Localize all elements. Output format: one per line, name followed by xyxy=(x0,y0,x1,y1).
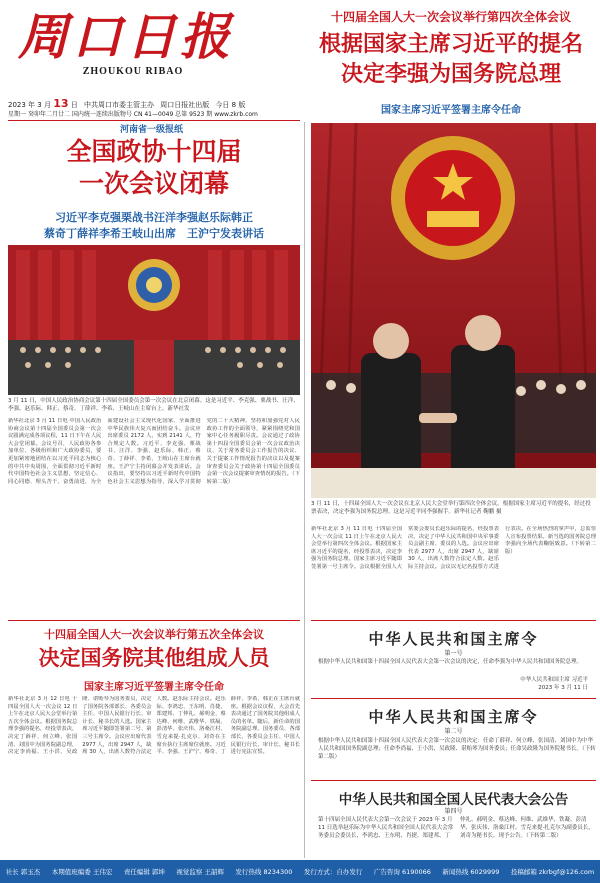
right-photo-caption: 3 月 11 日，十四届全国人大一次会议在北京人民大会堂举行第四次全体会议。根据国家主席习近平的提名，经过投票表决，决定李强为国务院总理。这是习近平同李强握手。新华社记者 鞠鹏 摄 xyxy=(311,501,591,515)
decree-divider-2 xyxy=(311,698,596,699)
footer-item: 视觉监察 王韶辉 xyxy=(176,868,224,876)
right-subhead: 国家主席习近平签署主席令任命 xyxy=(381,105,521,116)
footer-item: 社长 郭玉杰 xyxy=(5,868,41,876)
masthead-pinyin: ZHOUKOU RIBAO xyxy=(82,66,184,77)
edition-label: 今日 8 版 xyxy=(215,101,246,109)
left-photo-caption: 3 月 11 日，中国人民政治协商会议第十四届全国委员会第一次会议在北京闭幕。这是习近平、李克强、栗战书、汪洋、李强、赵乐际、韩正、蔡奇、丁薛祥、李希、王岐山在主席台上。新华社发 xyxy=(8,398,299,412)
decree-2-title: 中华人民共和国主席令 xyxy=(368,708,539,726)
date-day: 13 xyxy=(53,97,69,110)
decree-2-body: 根据中华人民共和国第十四届全国人民代表大会第一次会议的决定：任命丁薛祥、何立峰、张国清、刘国中为中华人民共和国国务院副总理；任命李尚福、王小洪、吴政隆、谌贻琴为国务委员；任命吴政隆为国务院秘书长。（下转第二版） xyxy=(318,738,596,760)
bottom-left-kicker: 十四届全国人大一次会议举行第五次全体会议 xyxy=(44,628,264,641)
column-divider xyxy=(304,122,305,858)
right-headline-2: 决定李强为国务院总理 xyxy=(340,61,561,87)
issue-line xyxy=(8,109,300,121)
tier-label: 河南省一级报纸 xyxy=(120,125,184,135)
left-subhead-2: 蔡奇丁薛祥李希王岐山出席 王沪宁发表讲话 xyxy=(44,227,264,240)
publisher-label: 周口日报社出版 xyxy=(160,101,210,109)
right-body-text: 新华社北京 3 月 11 日电 十四届全国人大一次会议 11 日上午在北京人民大会堂举行第四次全体会议。根据国家主席习近平的提名，经投票表决，决定李强为国务院总理。国家主席习近平随即签署第一号主席令。会议根据全国人大常委会委员长赵乐际的提名，经投票表决，决定了中华人民共和国中央军事委员会副主席、委员的人选。会议应出席代表 2977 人，出席 2947 人，缺席 30 人，出席人数符合法定人数。赵乐际主持会议。会议以无记名投票方式进行表决。在全场热烈的掌声中，总监票人宣布投票结果。新当选的国务院总理李强向全场代表鞠躬致意。（下转第二版） xyxy=(311,526,596,570)
decree-1-date: 2023 年 3 月 11 日 xyxy=(538,685,588,691)
masthead-logo: 周口日报 xyxy=(18,7,234,66)
footer-item: 发行热线 8234300 xyxy=(235,868,293,876)
left-subhead-1: 习近平李克强栗战书汪洋李强赵乐际韩正 xyxy=(55,211,253,224)
footer-item: 责任编辑 郭坤 xyxy=(123,868,165,876)
footer-item: 发行方式：自办发行 xyxy=(303,868,363,876)
decree-1-signer: 中华人民共和国主席 习近平 xyxy=(520,677,588,683)
footer-email-link[interactable]: 投稿邮箱 zkrbgf@126.com xyxy=(510,868,595,876)
photo-illustration xyxy=(8,245,300,395)
date-suffix: 日 xyxy=(70,101,78,109)
right-headline-1: 根据国家主席习近平的提名 xyxy=(318,31,583,57)
bottom-left-subhead: 国家主席习近平签署主席令任命 xyxy=(84,682,224,693)
footer-item: 本期值班编委 王伟宏 xyxy=(51,868,113,876)
footer-item: 新闻热线 6029999 xyxy=(442,868,500,876)
date-prefix: 2023 年 3 月 xyxy=(8,101,51,109)
weekday: 星期一 xyxy=(8,111,27,118)
decree-1-body: 根据中华人民共和国第十四届全国人民代表大会第一次会议的决定，任命李强为中华人民共和国国务院总理。 xyxy=(318,659,583,665)
bottom-left-body: 新华社北京 3 月 12 日电 十四届全国人大一次会议 12 日上午在北京人民大会堂举行第五次全体会议。根据国务院总理李强的提名，经投票表决，决定丁薛祥、何立峰、张国清、刘国中为国务院副总理，决定李尚福、王小洪、吴政隆、谌贻琴为国务委员，决定了国务院各部部长、各委员会主任、中国人民银行行长、审计长、秘书长的人选。国家主席习近平随即签署第二号、第三号主席令。会议应出席代表 2977 人，出席 2947 人，缺席 30 人，出席人数符合法定人数。赵乐际主持会议。赵乐际、李鸿忠、王东明、肖捷、郑建邦、丁仲礼、郝明金、蔡达峰、何维、武维华、铁凝、彭清华、张庆伟、洛桑江村、雪克来提·扎克尔、刘奇在主席台执行主席席位就座。习近平、李强、王沪宁、蔡奇、丁薛祥、李希、韩正在主席台就座。根据会议议程，大会首先表决通过了国务院其他组成人员的名单。随后，新任命的国务院副总理、国务委员、各部部长、各委员会主任、中国人民银行行长、审计长、秘书长进行宪法宣誓。 xyxy=(8,696,300,756)
decree-2-number: 第二号 xyxy=(444,728,463,735)
footer-bar xyxy=(0,860,600,883)
left-headline-2: 一次会议闭幕 xyxy=(78,169,229,198)
decree-divider-3 xyxy=(311,780,596,781)
footer-item: 广告咨询 6190066 xyxy=(373,868,431,876)
decree-1-number: 第一号 xyxy=(444,650,463,657)
left-body-text: 新华社北京 3 月 11 日电 中国人民政治协商会议第十四届全国委员会第一次会议圆满完成各项议程，11 日下午在人民大会堂闭幕。会议号召，人民政协各参加单位、各级组织和广大政协委员，要更加紧密地团结在以习近平同志为核心的中共中央周围，全面贯彻习近平新时代中国特色社会主义思想，坚定信心、同心同德、埋头苦干、奋勇前进，为全面建设社会主义现代化国家、全面推进中华民族伟大复兴而团结奋斗。会议应出席委员 2172 人，实到 2141 人，符合规定人数。习近平、李克强、栗战书、汪洋、李强、赵乐际、韩正、蔡奇、丁薛祥、李希、王岐山在主席台就座。王沪宁主持闭幕会并发表讲话。会议指出，要坚持以习近平新时代中国特色社会主义思想为指导，深入学习贯彻党的二十大精神，坚持和加强党对人民政协工作的全面领导，紧紧围绕党和国家中心任务履职尽责。会议通过了政协第十四届全国委员会第一次会议政治决议、关于常务委员会工作报告的决议、关于提案工作情况报告的决议以及提案审查委员会关于政协第十四届全国委员会第一次会议提案审查情况的报告。（下转第二版） xyxy=(8,418,300,485)
org-label: 中共周口市委主管主办 xyxy=(83,101,154,109)
announcement-body: 第十四届全国人民代表大会第一次会议于 2023 年 3 月 11 日选举赵乐际为中华人民共和国全国人民代表大会常务委员会委员长，李鸿忠、王东明、肖捷、郑建邦、丁仲礼、郝明金、蔡达峰、何维、武维华、铁凝、彭清华、张庆伟、洛桑江村、雪克来提·扎克尔为副委员长，刘奇为秘书长。现予公告。（下转第二版） xyxy=(318,817,594,839)
issue-number: 国内统一连续出版物号 CN 41—0049 总第 9523 期 xyxy=(71,111,213,118)
photo-illustration xyxy=(311,123,596,498)
section-divider xyxy=(8,620,300,621)
cppcc-closing-photo xyxy=(8,245,300,395)
bottom-left-headline: 决定国务院其他组成人员 xyxy=(38,645,270,670)
website-link[interactable]: www.zkrb.com xyxy=(214,111,258,118)
right-kicker: 十四届全国人大一次会议举行第四次全体会议 xyxy=(330,10,571,24)
announcement-number: 第四号 xyxy=(444,808,463,815)
announcement-title: 中华人民共和国全国人民代表大会公告 xyxy=(338,792,569,808)
left-headline-1: 全国政协十四届 xyxy=(66,137,242,166)
lunar-date: 癸卯年二月廿二 xyxy=(27,111,70,118)
premier-handshake-photo xyxy=(311,123,596,498)
decree-divider-top xyxy=(311,620,596,621)
decree-1-title: 中华人民共和国主席令 xyxy=(368,630,539,648)
